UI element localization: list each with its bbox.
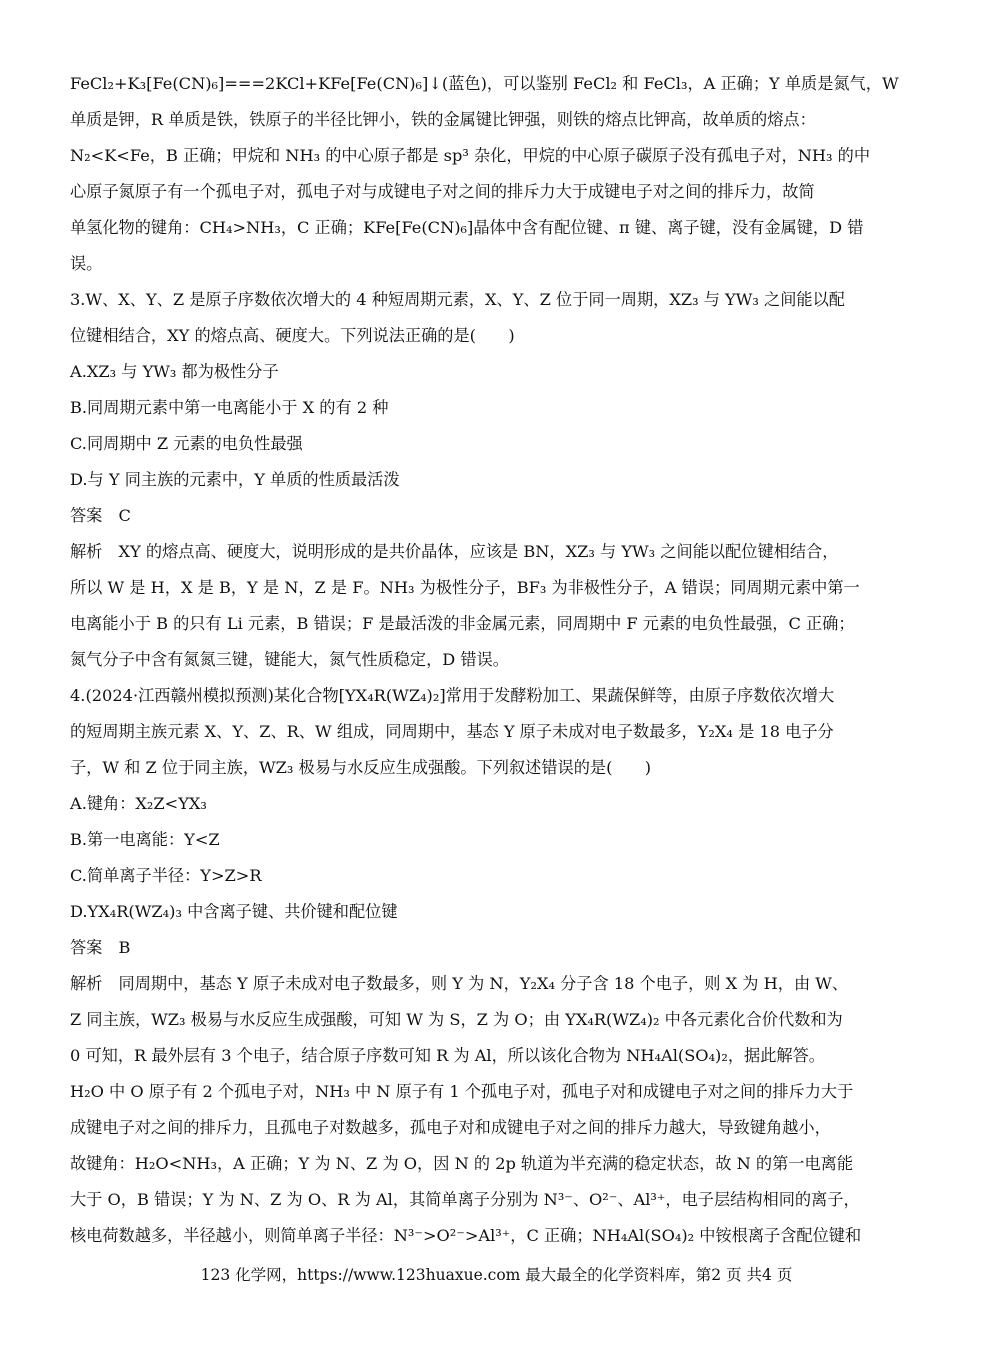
text-line: 误。 — [70, 254, 103, 273]
text-line: 故键角：H₂O<NH₃，A 正确；Y 为 N、Z 为 O，因 N 的 2p 轨道为半充满的稳定状态，故 N 的第一电离能 — [70, 1154, 854, 1173]
text-line: C.简单离子半径：Y>Z>R — [70, 866, 262, 885]
text-line: B.同周期元素中第一电离能小于 X 的有 2 种 — [70, 398, 389, 417]
text-line: 位键相结合，XY 的熔点高、硬度大。下列说法正确的是( ) — [70, 326, 515, 345]
text-line: 单氢化物的键角：CH₄>NH₃，C 正确；KFe[Fe(CN)₆]晶体中含有配位键、π 键、离子键，没有金属键，D 错 — [70, 218, 864, 237]
text-line: N₂<K<Fe，B 正确；甲烷和 NH₃ 的中心原子都是 sp³ 杂化，甲烷的中心原子碳原子没有孤电子对，NH₃ 的中 — [70, 146, 871, 165]
text-line: 3.W、X、Y、Z 是原子序数依次增大的 4 种短周期元素，X、Y、Z 位于同一周期，XZ₃ 与 YW₃ 之间能以配 — [70, 290, 845, 309]
text-line: 解析 同周期中，基态 Y 原子未成对电子数最多，则 Y 为 N，Y₂X₄ 分子含 18 个电子，则 X 为 H，由 W、 — [70, 974, 849, 993]
text-line: 答案 B — [70, 938, 131, 957]
text-line: 所以 W 是 H，X 是 B，Y 是 N，Z 是 F。NH₃ 为极性分子，BF₃ 为非极性分子，A 错误；同周期元素中第一 — [70, 578, 860, 597]
text-line: 氮气分子中含有氮氮三键，键能大，氮气性质稳定，D 错误。 — [70, 650, 509, 669]
text-line: 电离能小于 B 的只有 Li 元素，B 错误；F 是最活泼的非金属元素，同周期中 F 元素的电负性最强，C 正确； — [70, 614, 855, 633]
text-line: D.YX₄R(WZ₄)₃ 中含离子键、共价键和配位键 — [70, 902, 398, 921]
text-line: 4.(2024·江西赣州模拟预测)某化合物[YX₄R(WZ₄)₂]常用于发酵粉加工、果蔬保鲜等，由原子序数依次增大 — [70, 686, 835, 705]
text-line: Z 同主族，WZ₃ 极易与水反应生成强酸，可知 W 为 S，Z 为 O；由 YX₄R(WZ₄)₂ 中各元素化合价代数和为 — [70, 1010, 843, 1029]
text-line: H₂O 中 O 原子有 2 个孤电子对，NH₃ 中 N 原子有 1 个孤电子对，孤电子对和成键电子对之间的排斥力大于 — [70, 1082, 854, 1101]
text-line: 答案 C — [70, 506, 131, 525]
document-body — [70, 66, 930, 1254]
text-line: FeCl₂+K₃[Fe(CN)₆]===2KCl+KFe[Fe(CN)₆]↓(蓝色)，可以鉴别 FeCl₂ 和 FeCl₃，A 正确；Y 单质是氮气，W — [70, 74, 899, 93]
text-line: 单质是钾，R 单质是铁，铁原子的半径比钾小，铁的金属键比钾强，则铁的熔点比钾高，故单质的熔点： — [70, 110, 816, 129]
text-line: 大于 O，B 错误；Y 为 N、Z 为 O、R 为 Al，其简单离子分别为 N³⁻、O²⁻、Al³⁺，电子层结构相同的离子， — [70, 1190, 860, 1209]
text-line: A.键角：X₂Z<YX₃ — [70, 794, 207, 813]
text-line: 0 可知，R 最外层有 3 个电子，结合原子序数可知 R 为 Al，所以该化合物为 NH₄Al(SO₄)₂，据此解答。 — [70, 1046, 825, 1065]
text-line: D.与 Y 同主族的元素中，Y 单质的性质最活泼 — [70, 470, 400, 489]
page-footer: 123 化学网，https://www.123huaxue.com 最大最全的化学资料库，第2 页 共4 页 — [200, 1266, 793, 1284]
text-line: A.XZ₃ 与 YW₃ 都为极性分子 — [70, 362, 279, 381]
text-line: 核电荷数越多，半径越小，则简单离子半径：N³⁻>O²⁻>Al³⁺，C 正确；NH₄Al(SO₄)₂ 中铵根离子含配位键和 — [70, 1226, 862, 1245]
text-line: 成键电子对之间的排斥力，且孤电子对数越多，孤电子对和成键电子对之间的排斥力越大，导致键角越小， — [70, 1118, 831, 1137]
text-line: 解析 XY 的熔点高、硬度大，说明形成的是共价晶体，应该是 BN，XZ₃ 与 YW₃ 之间能以配位键相结合， — [70, 542, 839, 561]
text-line: 的短周期主族元素 X、Y、Z、R、W 组成，同周期中，基态 Y 原子未成对电子数最多，Y₂X₄ 是 18 电子分 — [70, 722, 834, 741]
text-line: C.同周期中 Z 元素的电负性最强 — [70, 434, 303, 453]
text-line: 子，W 和 Z 位于同主族，WZ₃ 极易与水反应生成强酸。下列叙述错误的是( ) — [70, 758, 652, 777]
text-line: 心原子氮原子有一个孤电子对，孤电子对与成键电子对之间的排斥力大于成键电子对之间的排斥力，故简 — [70, 182, 815, 201]
text-line: B.第一电离能：Y<Z — [70, 830, 220, 849]
